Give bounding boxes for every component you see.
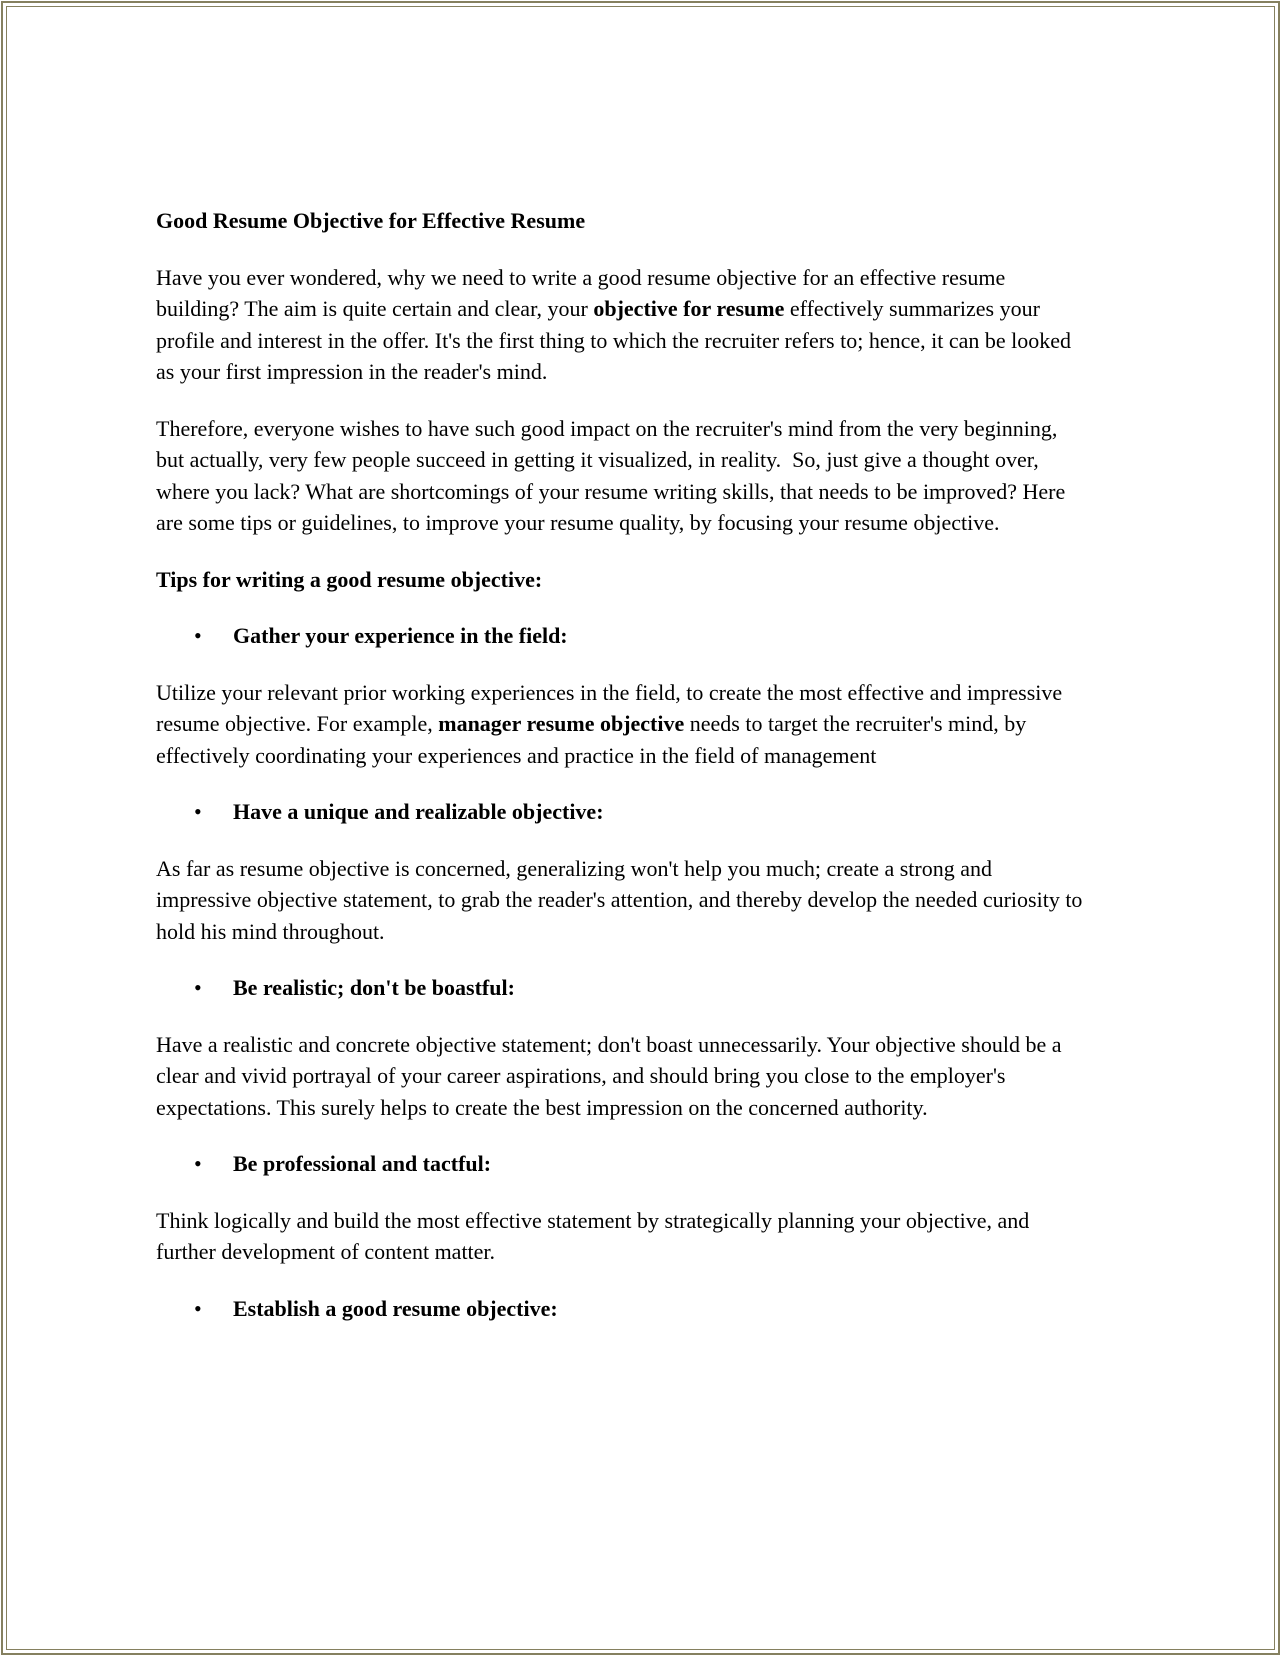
bullet-item [156, 972, 1086, 1004]
bullet-item [156, 1293, 1086, 1325]
bullet-text: Have a unique and realizable objective: [233, 799, 604, 824]
paragraph: Think logically and build the most effective statement by strategically planning your objective, and further development of content matter. [156, 1207, 1035, 1264]
bullet-text: Be realistic; don't be boastful: [233, 975, 515, 1000]
bullet-item [156, 1148, 1086, 1180]
bullet-icon: • [194, 799, 202, 824]
bullet-text: Establish a good resume objective: [233, 1295, 558, 1321]
bullet-item [156, 620, 1086, 652]
bullet-text: Be professional and tactful: [233, 1151, 492, 1176]
document-content [156, 205, 1086, 1349]
bullet-icon: • [194, 623, 202, 648]
bullet-text: Gather your experience in the field: [233, 623, 568, 648]
paragraph: Therefore, everyone wishes to have such good impact on the recruiter's mind from the very beginning, but actually, very few people succeed in getting it visualized, in reality. So, just give a thought over, where you lack? What are shortcomings of your resume writing skills, that needs to be improved? Here are some tips or guidelines, to improve your resume quality, by focusing your resume objective. [156, 415, 1071, 535]
document-blocks [156, 262, 1086, 1325]
document-title: Good Resume Objective for Effective Resume [156, 208, 586, 233]
paragraph: As far as resume objective is concerned, generalizing won't help you much; create a strong and impressive objective statement, to grab the reader's attention, and thereby develop the needed curiosity to hold his mind throughout. [156, 855, 1088, 944]
paragraph: Utilize your relevant prior working experiences in the field, to create the most effective and impressive resume objective. For example, manager resume objective needs to target the recruiter's mind, by effectively coordinating your experiences and practice in the field of management [156, 679, 1068, 768]
bullet-icon: • [194, 1151, 202, 1176]
bullet-icon: • [194, 1295, 202, 1321]
bullet-icon: • [194, 975, 202, 1000]
paragraph: Have you ever wondered, why we need to write a good resume objective for an effective resume building? The aim is quite certain and clear, your objective for resume effectively summarizes your profile and interest in the offer. It's the first thing to which the recruiter refers to; hence, it can be looked as your first impression in the reader's mind. [156, 264, 1077, 384]
section-heading: Tips for writing a good resume objective: [156, 566, 543, 592]
paragraph: Have a realistic and concrete objective statement; don't boast unnecessarily. Your objective should be a clear and vivid portrayal of your career aspirations, and should bring you close to the employer's expectations. This surely helps to create the best impression on the concerned authority. [156, 1031, 1067, 1120]
bullet-item [156, 796, 1086, 828]
